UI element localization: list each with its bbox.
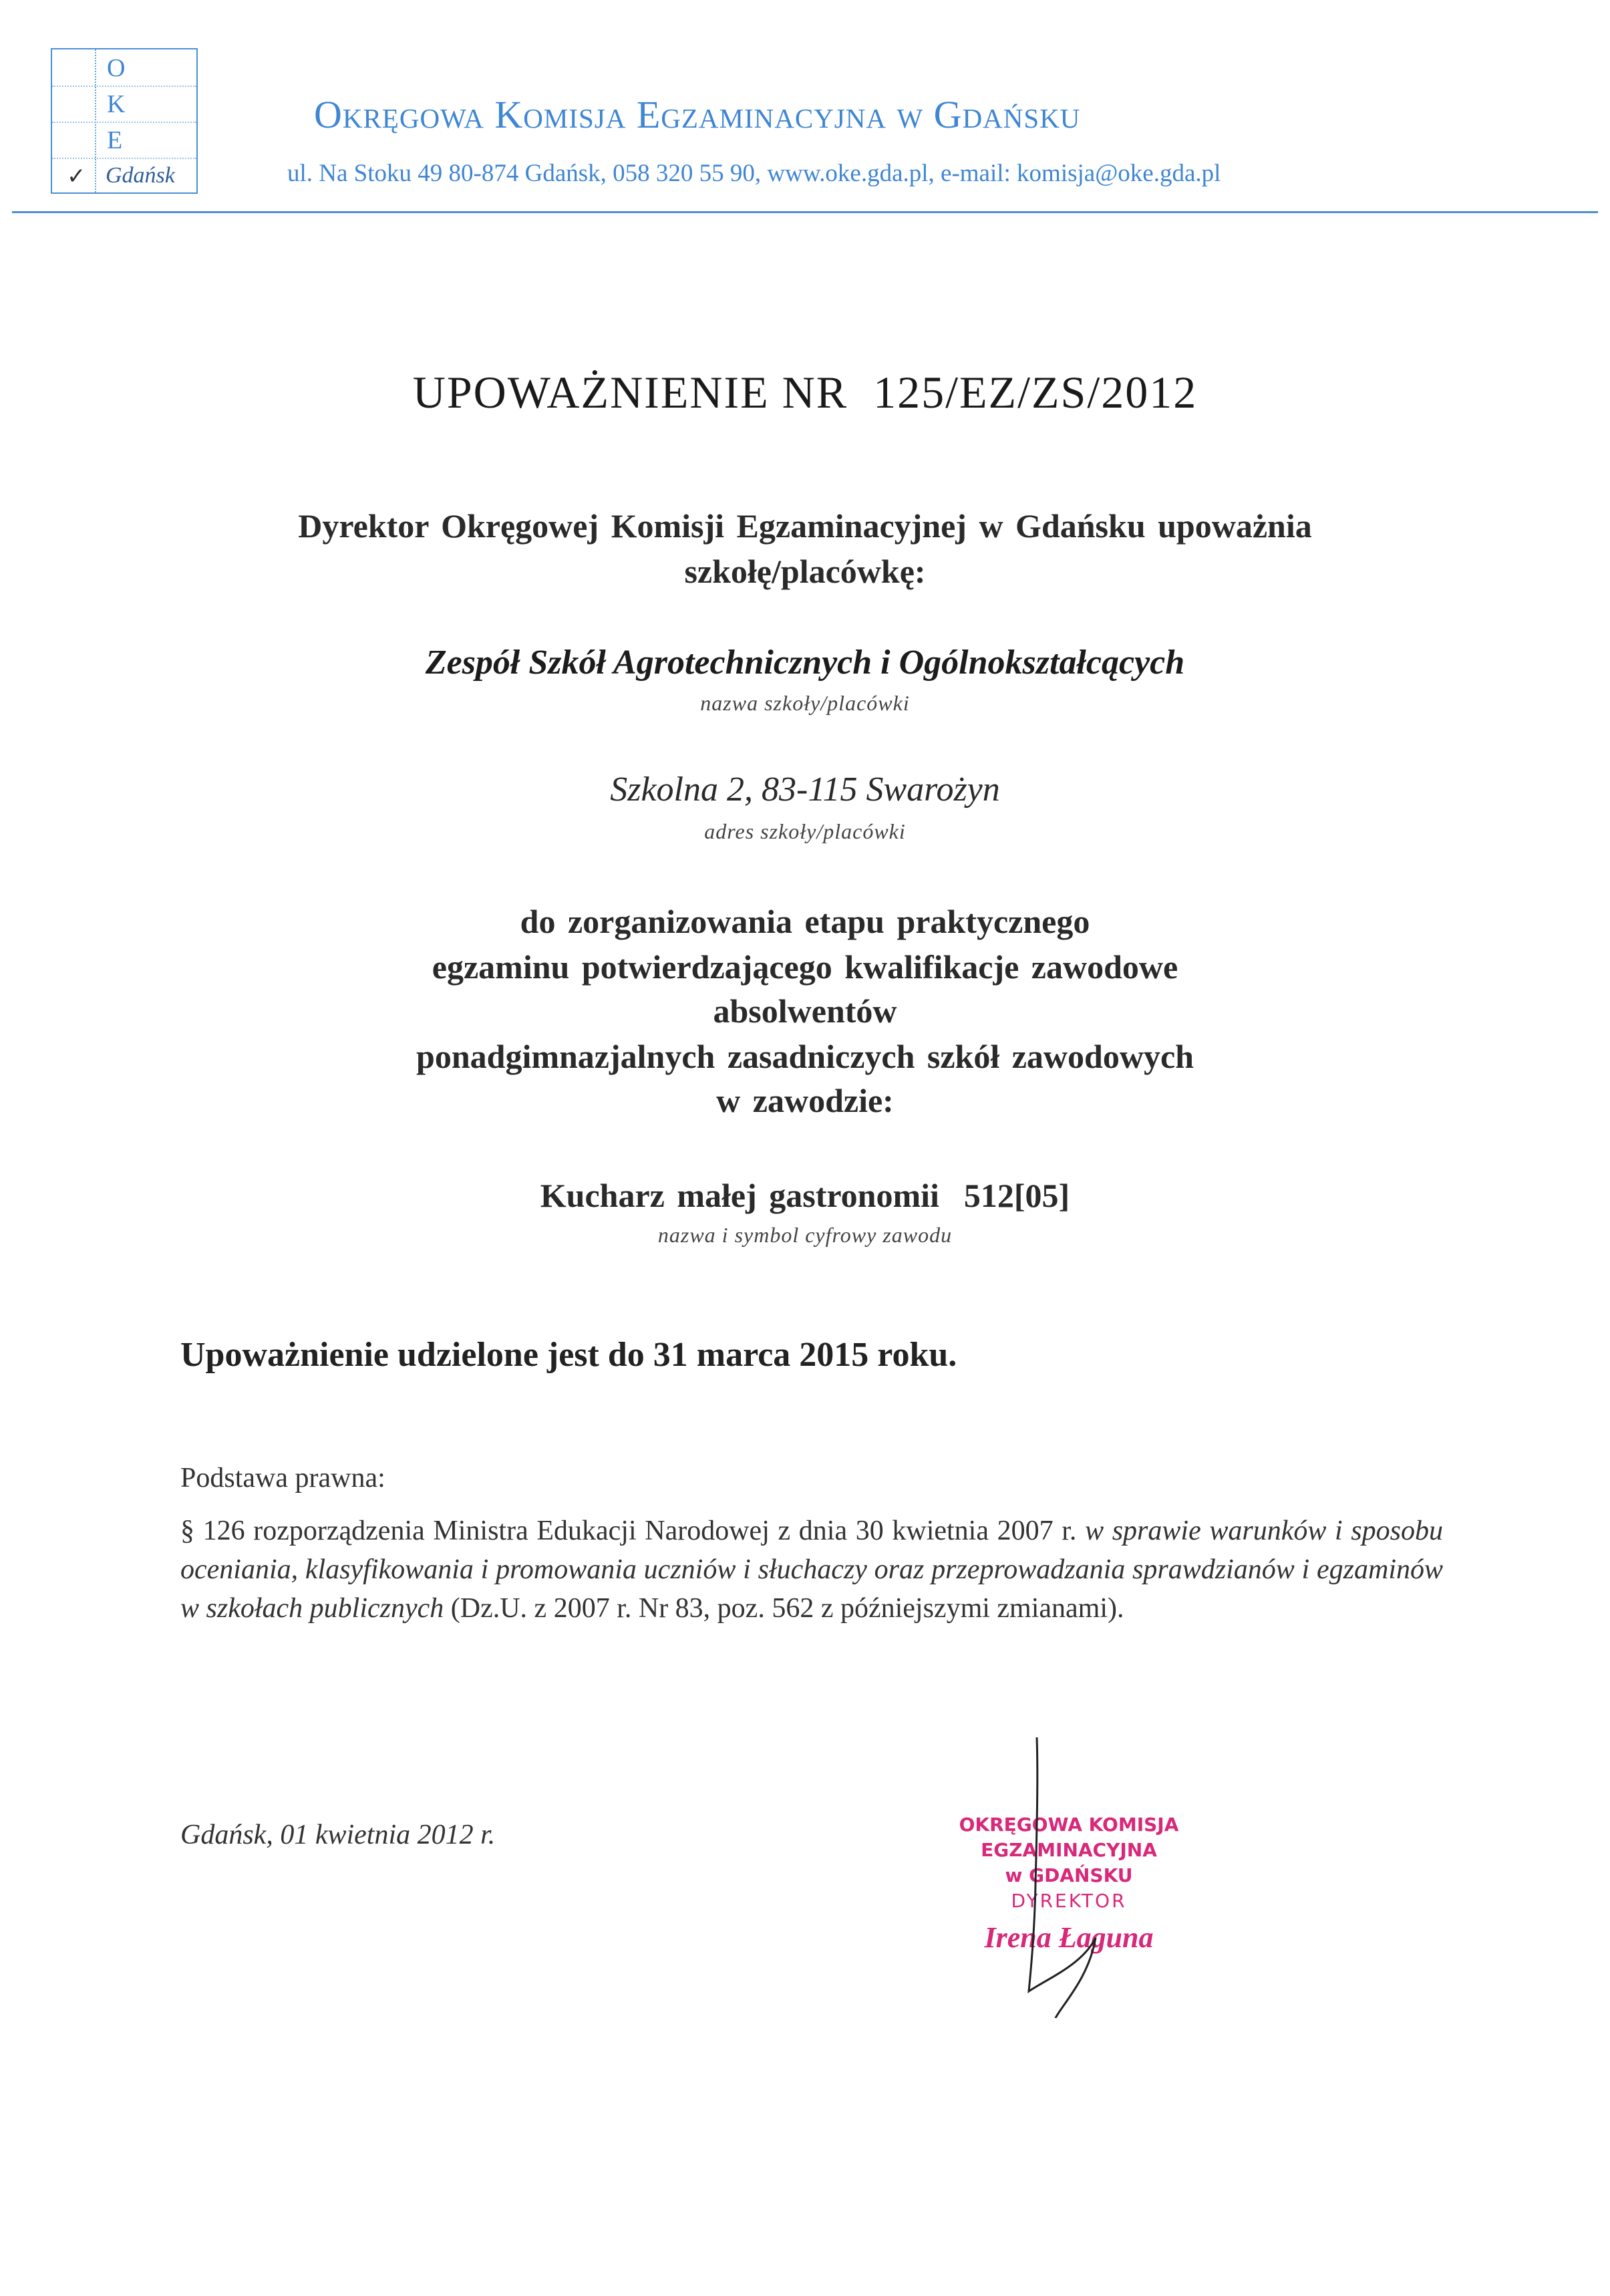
purpose-line: do zorganizowania etapu praktycznego bbox=[520, 903, 1090, 940]
intro-line: Dyrektor Okręgowej Komisji Egzaminacyjnej w Gdańsku upoważnia bbox=[298, 507, 1312, 545]
legal-basis-citation: (Dz.U. z 2007 r. Nr 83, poz. 562 z późniejszymi zmianami). bbox=[444, 1593, 1124, 1624]
stamp-line: DYREKTOR bbox=[1011, 1890, 1127, 1912]
school-address: Szkolna 2, 83-115 Swarożyn bbox=[610, 770, 1000, 809]
legal-basis bbox=[180, 1512, 1443, 1628]
oke-logo bbox=[51, 48, 198, 194]
logo-letter: K bbox=[107, 90, 126, 118]
check-icon: ✓ bbox=[67, 163, 86, 190]
organization-name: Okręgowa Komisja Egzaminacyjna w Gdańsku bbox=[314, 93, 1081, 136]
legal-basis-heading: Podstawa prawna: bbox=[180, 1463, 385, 1493]
logo-rule bbox=[52, 86, 196, 87]
school-address-caption: adres szkoły/placówki bbox=[704, 819, 906, 843]
organization-address: ul. Na Stoku 49 80-874 Gdańsk, 058 320 55 90, www.oke.gda.pl, e-mail: komisja@oke.gda.pl bbox=[287, 160, 1221, 187]
school-name: Zespół Szkół Agrotechnicznych i Ogólnokształcących bbox=[425, 643, 1185, 682]
purpose-line: egzaminu potwierdzającego kwalifikacje zawodowe bbox=[432, 948, 1178, 986]
stamp-line: OKRĘGOWA KOMISJA EGZAMINACYJNA bbox=[959, 1814, 1179, 1861]
profession-caption: nazwa i symbol cyfrowy zawodu bbox=[657, 1223, 953, 1247]
school-name-caption: nazwa szkoły/placówki bbox=[700, 691, 910, 715]
logo-city: Gdańsk bbox=[106, 163, 175, 188]
logo-rule bbox=[52, 158, 196, 159]
logo-divider bbox=[95, 49, 96, 192]
intro-line: szkołę/placówkę: bbox=[684, 553, 926, 590]
document-title: UPOWAŻNIENIE NR 125/EZ/ZS/2012 bbox=[412, 367, 1198, 418]
legal-basis-text: § 126 rozporządzenia Ministra Edukacji Narodowej z dnia 30 kwietnia 2007 r. bbox=[180, 1516, 1086, 1546]
validity-statement: Upoważnienie udzielone jest do 31 marca 2015 roku. bbox=[180, 1336, 957, 1374]
profession: Kucharz małej gastronomii 512[05] bbox=[540, 1177, 1070, 1214]
purpose-line: w zawodzie: bbox=[716, 1082, 894, 1119]
signatory-name: Irena Łaguna bbox=[984, 1921, 1154, 1954]
header-divider bbox=[12, 211, 1598, 213]
stamp-line: w GDAŃSKU bbox=[1005, 1864, 1133, 1886]
purpose-line: absolwentów bbox=[713, 992, 897, 1030]
logo-letter: O bbox=[107, 54, 126, 82]
handwritten-signature bbox=[989, 1737, 1149, 2018]
logo-rule bbox=[52, 122, 196, 123]
purpose-line: ponadgimnazjalnych zasadniczych szkół zawodowych bbox=[416, 1038, 1194, 1075]
logo-letter: E bbox=[107, 126, 123, 154]
place-and-date: Gdańsk, 01 kwietnia 2012 r. bbox=[180, 1820, 496, 1850]
legal-basis-regulation-title: w sprawie warunków i sposobu oceniania, klasyfikowania i promowania uczniów i słuchaczy oraz przeprowadzania sprawdzianów i egzaminów w szkołach publicznych bbox=[180, 1516, 1444, 1624]
